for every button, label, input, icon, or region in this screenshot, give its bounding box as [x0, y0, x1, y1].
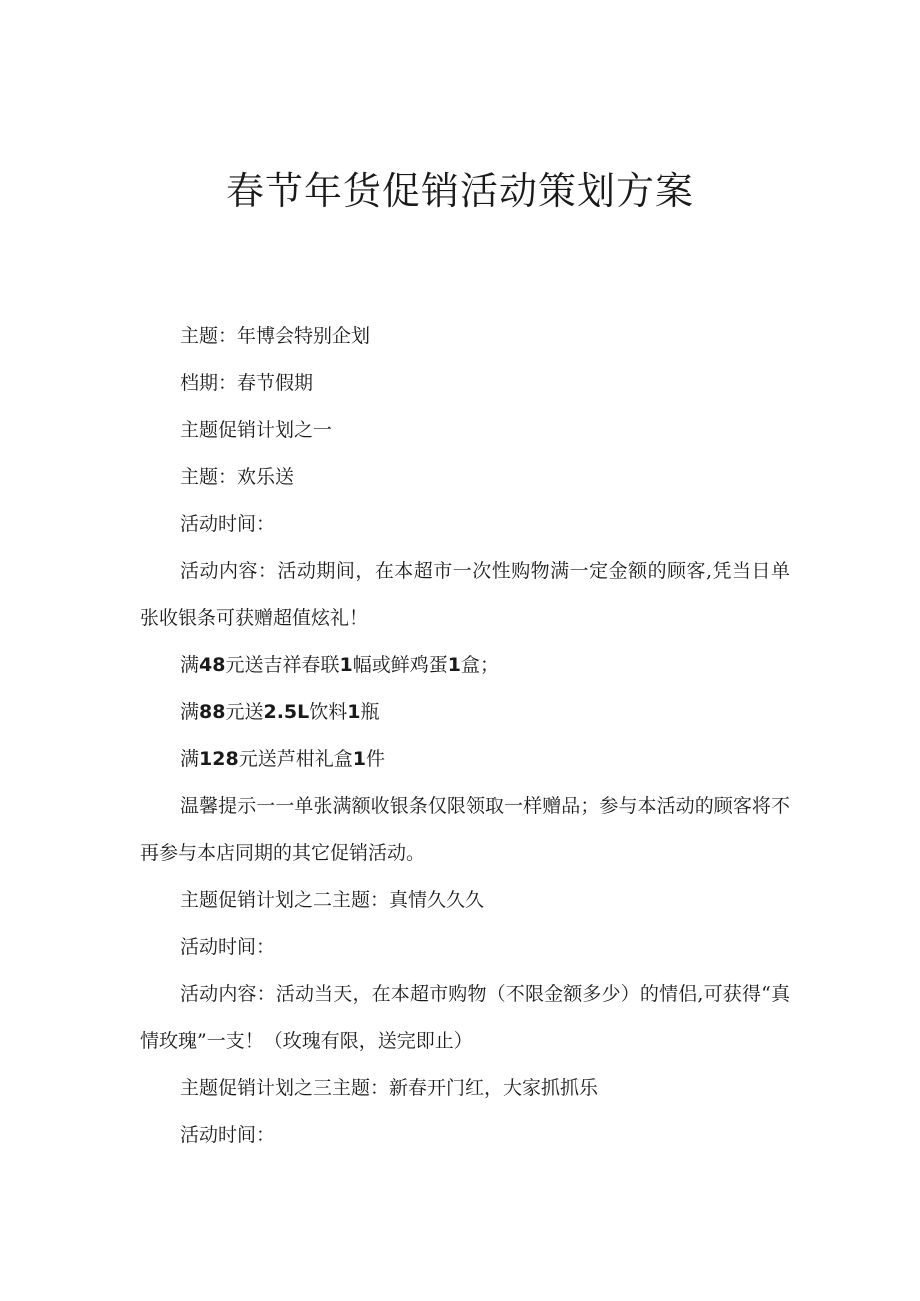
plan-one-heading: 主题促销计划之一 — [180, 419, 333, 441]
plan-two-heading: 主题促销计划之二主题：真情久久久 — [180, 889, 485, 911]
plan-one-time: 活动时间： — [180, 513, 276, 535]
schedule-line: 档期：春节假期 — [180, 372, 314, 394]
document-title: 春节年货促销活动策划方案 — [225, 169, 694, 213]
plan-three-time: 活动时间： — [180, 1124, 276, 1146]
theme-line: 主题：年博会特别企划 — [180, 325, 371, 347]
plan-two-content: 活动内容：活动当天，在本超市购物（不限金额多少）的情侣,可获得“真情玫瑰”一支！（玫瑰有限，送完即止） — [140, 983, 790, 1052]
plan-two-time: 活动时间： — [180, 936, 276, 958]
gift-line-3: 满128元送芦柑礼盒1件 — [180, 748, 385, 770]
gift-line-1: 满48元送吉祥春联1幅或鲜鸡蛋1盒； — [180, 654, 499, 676]
reminder-paragraph: 温馨提示一一单张满额收银条仅限领取一样赠品；参与本活动的顾客将不再参与本店同期的其它促销活动。 — [140, 795, 790, 864]
plan-one-theme: 主题：欢乐送 — [180, 466, 295, 488]
plan-three-heading: 主题促销计划之三主题：新春开门红，大家抓抓乐 — [180, 1077, 599, 1099]
plan-one-content: 活动内容：活动期间，在本超市一次性购物满一定金额的顾客,凭当日单张收银条可获赠超值炫礼！ — [140, 560, 790, 629]
gift-line-2: 满88元送2.5L饮料1瓶 — [180, 701, 380, 723]
